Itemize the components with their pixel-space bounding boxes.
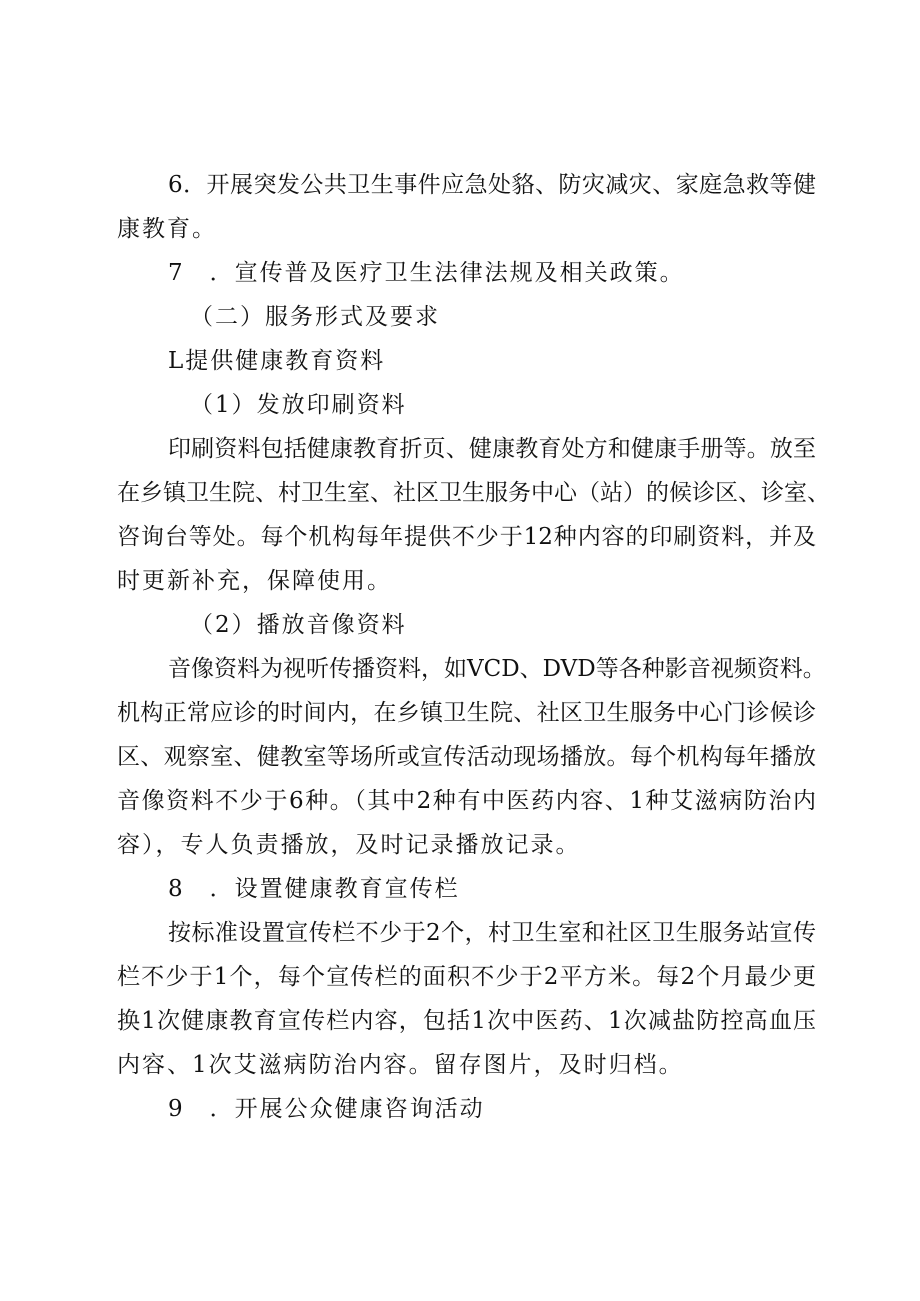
subitem-2-heading: （2）播放音像资料: [190, 612, 407, 638]
av-materials-line-2: 机构正常应诊的时间内，在乡镇卫生院、社区卫生服务中心门诊候诊: [117, 700, 816, 726]
av-materials-line-1: 音像资料为视听传播资料，如VCD、DVD等各种影音视频资料。: [168, 656, 826, 682]
item-6-line-1: 6．开展突发公共卫生事件应急处貉、防灾减灾、家庭急救等健: [168, 172, 816, 198]
print-materials-line-2: 在乡镇卫生院、村卫生室、社区卫生服务中心（站）的候诊区、诊室、: [117, 480, 830, 506]
bulletin-line-1: 按标准设置宣传栏不少于2个，村卫生室和社区卫生服务站宣传: [168, 920, 816, 946]
item-6-line-2: 康教育。: [117, 216, 217, 242]
item-7-heading: 7 ．宣传普及医疗卫生法律法规及相关政策。: [168, 260, 685, 286]
av-materials-line-3: 区、观察室、健教室等场所或宣传活动现场播放。每个机构每年播放: [117, 744, 816, 770]
bulletin-line-4: 内容、1次艾滋病防治内容。留存图片，及时归档。: [117, 1052, 684, 1078]
bulletin-line-3: 换1次健康教育宣传栏内容，包括1次中医药、1次减盐防控高血压: [117, 1008, 816, 1034]
item-8-heading: 8 ．设置健康教育宣传栏: [168, 876, 460, 902]
av-materials-line-4: 音像资料不少于6种。（其中2种有中医药内容、1种艾滋病防治内: [117, 788, 816, 814]
print-materials-line-1: 印刷资料包括健康教育折页、健康教育处方和健康手册等。放至: [168, 436, 816, 462]
print-materials-line-3: 咨询台等处。每个机构每年提供不少于12种内容的印刷资料，并及: [117, 524, 816, 550]
section-2-heading: （二）服务形式及要求: [190, 304, 440, 330]
print-materials-line-4: 时更新补充，保障使用。: [117, 568, 392, 594]
item-9-heading: 9 ．开展公众健康咨询活动: [168, 1096, 485, 1122]
bulletin-line-2: 栏不少于1个，每个宣传栏的面积不少于2平方米。每2个月最少更: [117, 964, 816, 990]
subitem-1-heading: （1）发放印刷资料: [190, 392, 407, 418]
av-materials-line-5: 容），专人负责播放，及时记录播放记录。: [117, 832, 581, 858]
item-1-heading: L提供健康教育资料: [168, 348, 386, 374]
